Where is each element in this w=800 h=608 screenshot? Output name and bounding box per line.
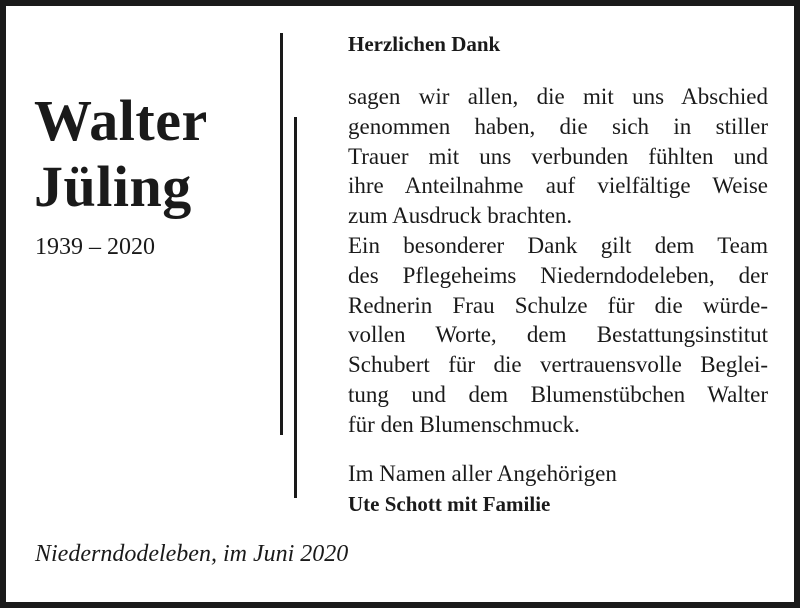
closing-block bbox=[348, 458, 617, 520]
body-line: sagen wir allen, die mit uns Abschied bbox=[348, 84, 768, 109]
body-line: Trauer mit uns verbunden fühlten und bbox=[348, 143, 768, 169]
body-line: Schubert für die vertrauensvolle Beglei- bbox=[348, 352, 768, 378]
deceased-last-name: Jüling bbox=[34, 154, 192, 219]
body-line: des Pflegeheims Niederndodeleben, der bbox=[348, 262, 768, 288]
body-line: tung und dem Blumenstübchen Walter bbox=[348, 381, 768, 407]
body-line: zum Ausdruck brachten. bbox=[348, 203, 573, 229]
body-line: genommen haben, die sich in stiller bbox=[348, 113, 768, 139]
vertical-divider-short bbox=[294, 117, 297, 498]
signature: Ute Schott mit Familie bbox=[348, 492, 551, 516]
body-line: Rednerin Frau Schulze für die würde- bbox=[348, 292, 768, 318]
closing-line: Im Namen aller Angehörigen bbox=[348, 461, 617, 486]
vertical-divider-long bbox=[280, 33, 283, 435]
thanks-heading: Herzlichen Dank bbox=[348, 32, 501, 56]
life-dates: 1939 – 2020 bbox=[35, 234, 155, 260]
body-line: Ein besonderer Dank gilt dem Team bbox=[348, 232, 768, 258]
deceased-first-name: Walter bbox=[34, 88, 208, 153]
body-line: ihre Anteilnahme auf vielfältige Weise bbox=[348, 173, 768, 199]
place-and-date: Niederndodeleben, im Juni 2020 bbox=[35, 541, 349, 567]
thanks-body bbox=[348, 82, 768, 440]
body-line: für den Blumenschmuck. bbox=[348, 411, 580, 437]
body-line: vollen Worte, dem Bestattungsinstitut bbox=[348, 322, 768, 348]
